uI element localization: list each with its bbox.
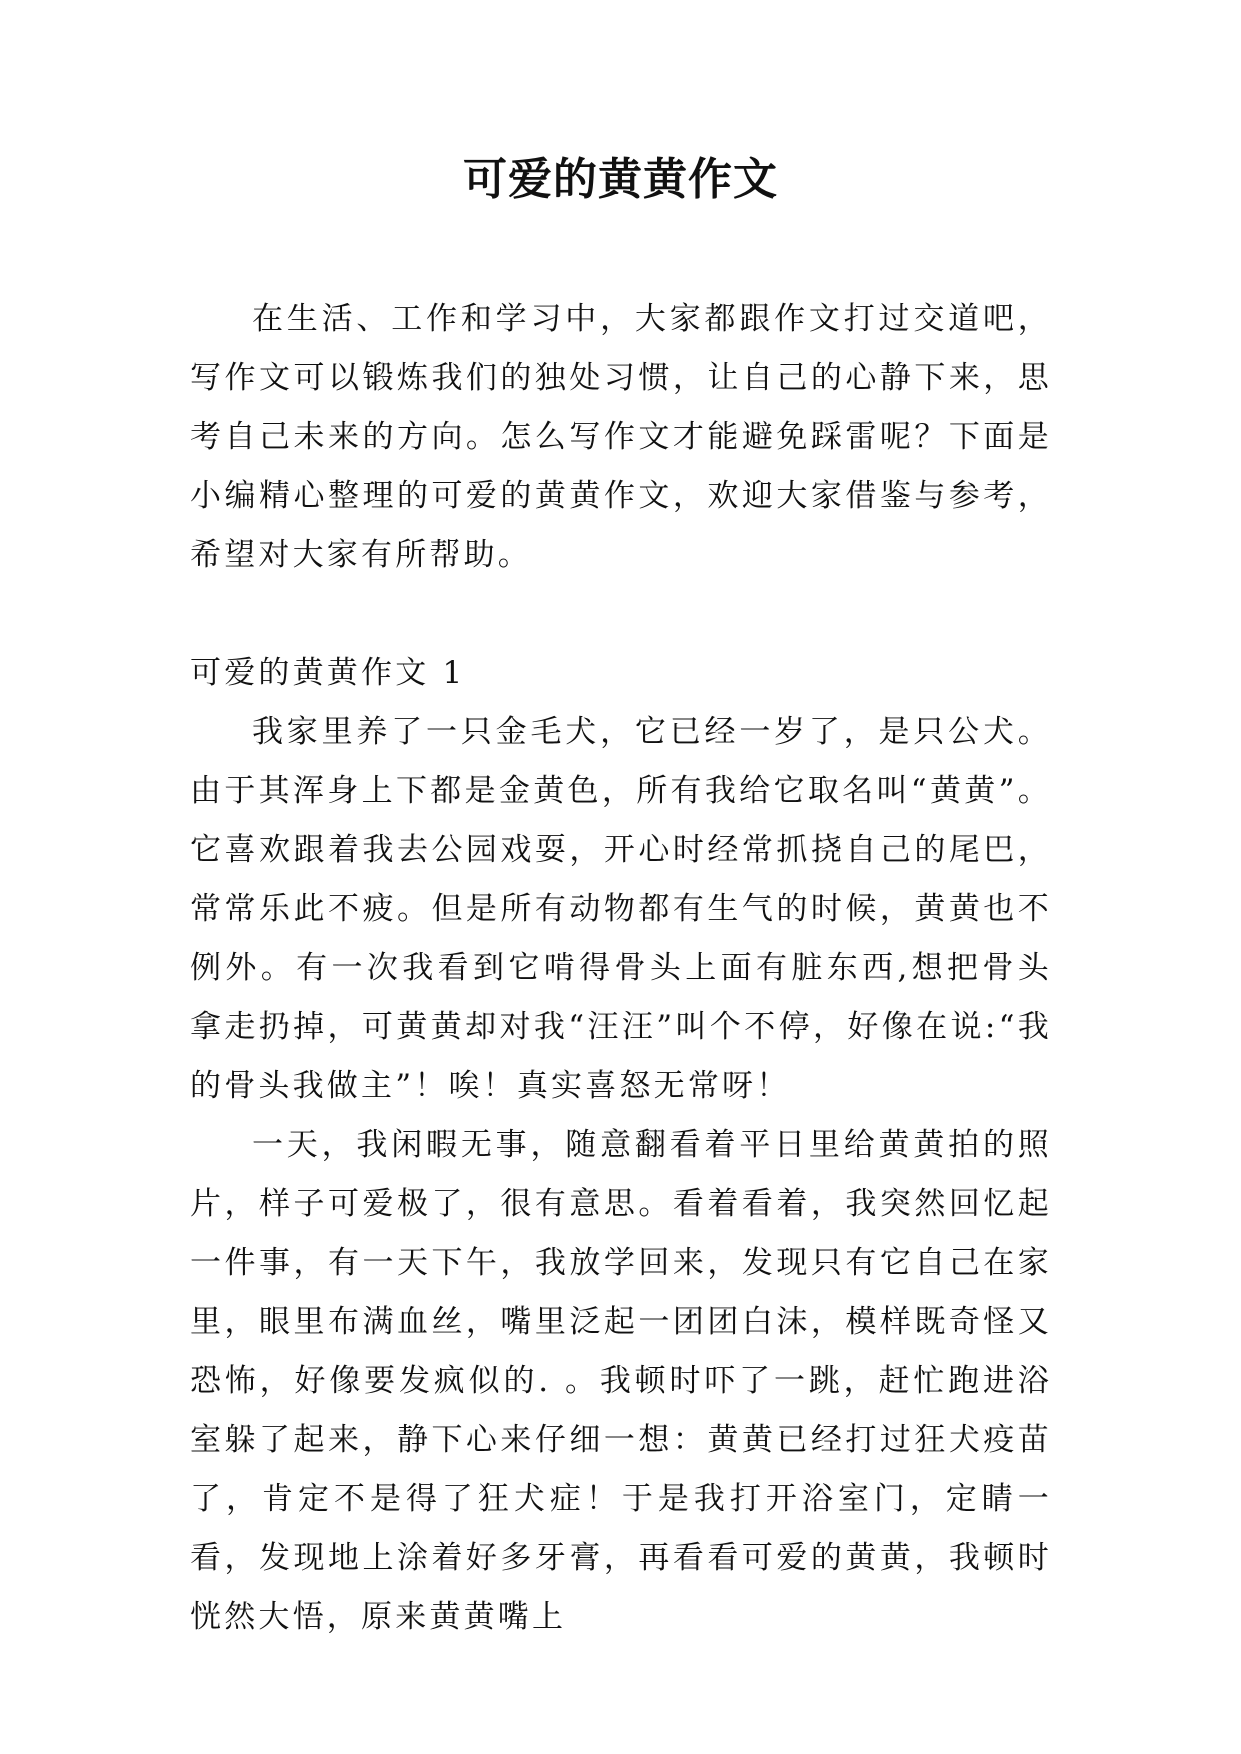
body-paragraph-2: 一天，我闲暇无事，随意翻看着平日里给黄黄拍的照片，样子可爱极了，很有意思。看着看着，我突然回忆起一件事，有一天下午，我放学回来，发现只有它自己在家里，眼里布满血丝，嘴里泛起一团团白沫，模样既奇怪又恐怖，好像要发疯似的. 。我顿时吓了一跳，赶忙跑进浴室躲了起来，静下心来仔细一想：黄黄已经打过狂犬疫苗了，肯定不是得了狂犬症！于是我打开浴室门，定睛一看，发现地上涂着好多牙膏，再看看可爱的黄黄，我顿时恍然大悟，原来黄黄嘴上 <box>190 1127 1052 1635</box>
intro-paragraph: 在生活、工作和学习中，大家都跟作文打过交道吧，写作文可以锻炼我们的独处习惯，让自己的心静下来，思考自己未来的方向。怎么写作文才能避免踩雷呢？下面是小编精心整理的可爱的黄黄作文，欢迎大家借鉴与参考，希望对大家有所帮助。 <box>190 301 1052 573</box>
paragraph-spacer <box>190 585 1052 644</box>
body-paragraph-1: 我家里养了一只金毛犬，它已经一岁了，是只公犬。由于其浑身上下都是金黄色，所有我给它取名叫“黄黄”。它喜欢跟着我去公园戏耍，开心时经常抓挠自己的尾巴，常常乐此不疲。但是所有动物都有生气的时候，黄黄也不例外。有一次我看到它啃得骨头上面有脏东西,想把骨头拿走扔掉，可黄黄却对我“汪汪”叫个不停，好像在说:“我的骨头我做主”！唉！真实喜怒无常呀！ <box>190 714 1052 1104</box>
document-body <box>190 290 1052 1647</box>
document-title: 可爱的黄黄作文 <box>463 154 778 205</box>
section-heading: 可爱的黄黄作文 1 <box>190 655 466 691</box>
